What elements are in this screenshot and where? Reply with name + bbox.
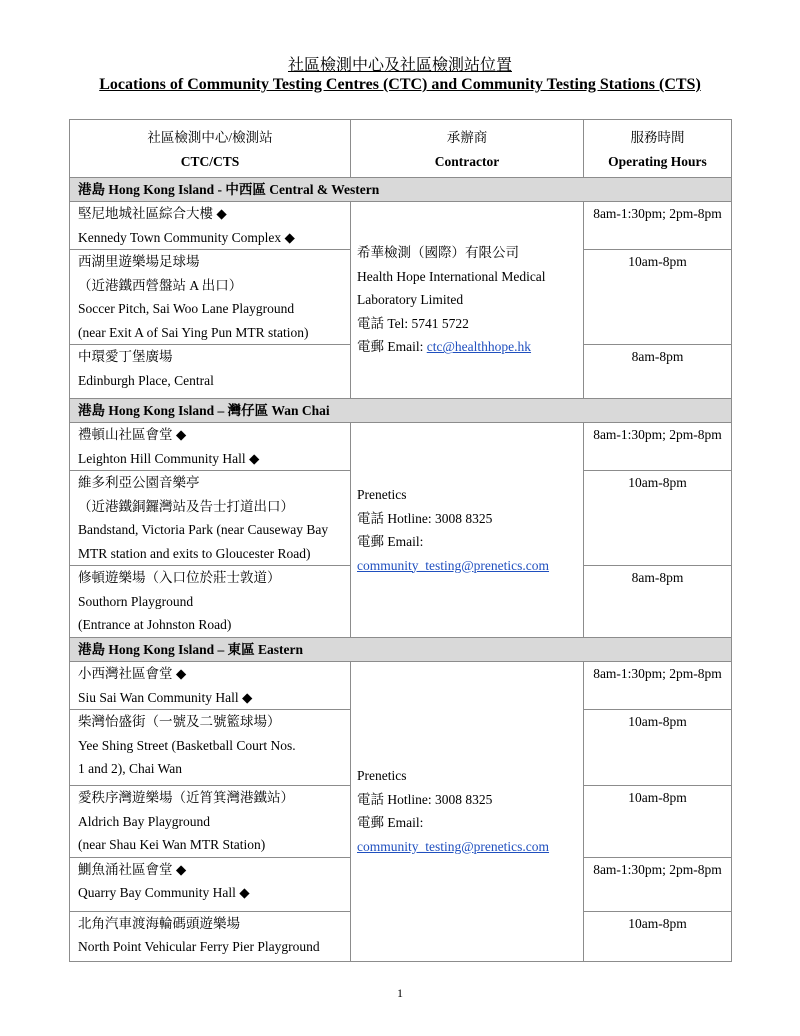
- header-hours-zh: 服務時間: [630, 130, 685, 145]
- district-heading-row: [70, 178, 732, 202]
- header-contractor-zh: 承辦商: [446, 130, 488, 145]
- location-line: (near Shau Kei Wan MTR Station): [78, 837, 266, 852]
- district-heading-row: [70, 638, 732, 662]
- contractor-line: 電郵 Email:: [357, 534, 424, 549]
- location-cell: [70, 345, 351, 399]
- location-line: 西湖里遊樂場足球場: [78, 254, 200, 269]
- contractor-line: Prenetics: [357, 487, 407, 502]
- location-line: 禮頓山社區會堂 ◆: [78, 427, 187, 442]
- operating-hours-cell: 10am-8pm: [584, 911, 732, 961]
- location-line: MTR station and exits to Gloucester Road): [78, 545, 311, 561]
- contractor-cell: [351, 662, 584, 962]
- operating-hours-cell: 8am-1:30pm; 2pm-8pm: [584, 662, 732, 710]
- header-hours-en: Operating Hours: [608, 153, 707, 169]
- location-cell: [70, 471, 351, 566]
- header-contractor-en: Contractor: [434, 153, 500, 169]
- contractor-email-link[interactable]: ctc@healthhope.hk: [426, 339, 532, 355]
- location-line: 1 and 2), Chai Wan: [78, 761, 183, 776]
- district-heading: 港島 Hong Kong Island - 中西區 Central & Western: [70, 178, 732, 202]
- location-line: Aldrich Bay Playground: [78, 813, 210, 829]
- location-cell: [70, 786, 351, 858]
- location-line: 北角汽車渡海輪碼頭遊樂場: [78, 915, 240, 931]
- contractor-line: 希華檢測（國際）有限公司: [357, 245, 519, 261]
- location-line: Leighton Hill Community Hall ◆: [78, 450, 260, 466]
- operating-hours-cell: 8am-1:30pm; 2pm-8pm: [584, 423, 732, 471]
- contractor-line: Health Hope International Medical: [357, 268, 546, 284]
- location-line: (Entrance at Johnston Road): [78, 617, 232, 632]
- district-heading-row: [70, 399, 732, 423]
- location-line: 柴灣怡盛街（一號及二號籃球場）: [78, 714, 281, 729]
- contractor-line: 電郵 Email:: [357, 339, 427, 355]
- contractor-line: Prenetics: [357, 768, 407, 784]
- location-line: North Point Vehicular Ferry Pier Playground: [78, 939, 320, 954]
- contractor-line: 電話 Tel: 5741 5722: [357, 315, 469, 331]
- location-line: Soccer Pitch, Sai Woo Lane Playground: [78, 301, 295, 316]
- location-line: 愛秩序灣遊樂場（近筲箕灣港鐵站）: [78, 790, 294, 805]
- page-number: 1: [397, 986, 403, 1000]
- operating-hours-cell: 10am-8pm: [584, 786, 732, 858]
- contractor-cell: [351, 202, 584, 399]
- location-line: （近港鐵西營盤站 A 出口）: [78, 277, 243, 293]
- location-line: 堅尼地城社區綜合大樓 ◆: [78, 206, 227, 221]
- location-line: Southorn Playground: [78, 593, 194, 609]
- location-line: Yee Shing Street (Basketball Court Nos.: [78, 737, 296, 753]
- location-line: 小西灣社區會堂 ◆: [78, 666, 187, 681]
- operating-hours-cell: 8am-8pm: [584, 345, 732, 399]
- contractor-cell: [351, 423, 584, 638]
- location-cell: [70, 566, 351, 638]
- location-line: Siu Sai Wan Community Hall ◆: [78, 689, 253, 705]
- location-line: (near Exit A of Sai Ying Pun MTR station): [78, 324, 309, 340]
- operating-hours-cell: 8am-8pm: [584, 566, 732, 638]
- location-line: Bandstand, Victoria Park (near Causeway Bay: [78, 522, 329, 537]
- operating-hours-cell: 10am-8pm: [584, 250, 732, 345]
- header-hours: [584, 120, 732, 178]
- header-location-zh: 社區檢測中心/檢測站: [147, 130, 273, 145]
- location-cell: [70, 202, 351, 250]
- contractor-line: 電郵 Email:: [357, 815, 424, 831]
- table-header-row: [70, 120, 732, 178]
- location-line: 鰂魚涌社區會堂 ◆: [78, 861, 187, 877]
- table-row: [70, 662, 732, 710]
- location-cell: [70, 857, 351, 911]
- contractor-line: 電話 Hotline: 3008 8325: [357, 791, 493, 807]
- header-location: [70, 120, 351, 178]
- location-cell: [70, 423, 351, 471]
- page-title-english: Locations of Community Testing Centres (CTC) and Community Testing Stations (CTS): [99, 76, 701, 93]
- page-title-chinese: 社區檢測中心及社區檢測站位置: [287, 57, 512, 74]
- location-line: 維多利亞公園音樂亭: [78, 475, 200, 490]
- location-cell: [70, 710, 351, 786]
- table-body: [70, 178, 732, 962]
- header-contractor: [351, 120, 584, 178]
- location-cell: [70, 250, 351, 345]
- district-heading: 港島 Hong Kong Island – 東區 Eastern: [70, 638, 732, 662]
- location-line: Kennedy Town Community Complex ◆: [78, 229, 295, 245]
- operating-hours-cell: 10am-8pm: [584, 471, 732, 566]
- location-cell: [70, 911, 351, 961]
- operating-hours-cell: 8am-1:30pm; 2pm-8pm: [584, 857, 732, 911]
- location-line: Edinburgh Place, Central: [78, 372, 214, 388]
- location-line: （近港鐵銅鑼灣站及告士打道出口）: [78, 498, 294, 514]
- table-row: [70, 423, 732, 471]
- table-row: [70, 202, 732, 250]
- location-cell: [70, 662, 351, 710]
- contractor-email-link[interactable]: community_testing@prenetics.com: [357, 838, 550, 854]
- operating-hours-cell: 10am-8pm: [584, 710, 732, 786]
- location-line: 修頓遊樂場（入口位於莊士敦道）: [78, 570, 281, 585]
- locations-table: [69, 119, 732, 962]
- operating-hours-cell: 8am-1:30pm; 2pm-8pm: [584, 202, 732, 250]
- header-location-en: CTC/CTS: [180, 153, 240, 169]
- district-heading: 港島 Hong Kong Island – 灣仔區 Wan Chai: [70, 399, 732, 423]
- location-line: 中環愛丁堡廣場: [78, 349, 173, 364]
- contractor-line: Laboratory Limited: [357, 292, 464, 308]
- contractor-line: 電話 Hotline: 3008 8325: [357, 510, 493, 526]
- location-line: Quarry Bay Community Hall ◆: [78, 885, 250, 900]
- contractor-email-link[interactable]: community_testing@prenetics.com: [357, 557, 550, 573]
